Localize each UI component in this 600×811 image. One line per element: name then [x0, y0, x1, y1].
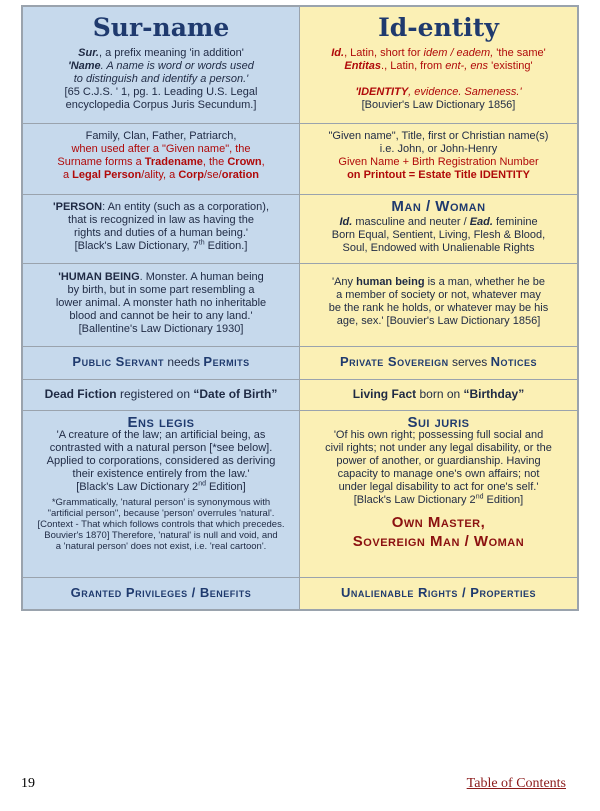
given-name-cell: "Given name", Title, first or Christian name(s) i.e. John, or John-Henry Given Name + Birth Registration Number on Printout = Estate Title IDENTITY — [300, 124, 577, 194]
row-person-man — [23, 194, 577, 263]
identity-cell: Id-entity Id., Latin, short for idem / eadem, 'the same' Entitas., Latin, from ent-, ens 'existing' 'IDENTITY, evidence. Sameness.' [Bouvier's Law Dictionary 1856] — [300, 7, 577, 123]
sui-juris-title: Sui juris — [407, 414, 470, 431]
row-servant-sovereign — [23, 346, 577, 379]
row-human-being — [23, 263, 577, 346]
man-woman-title: Man / Woman — [391, 198, 486, 215]
page-number: 19 — [21, 776, 35, 791]
surname-cell: Sur-name Sur., a prefix meaning 'in addition' 'Name. A name is word or words used to distinguish and identify a person.' [65 C.J.S. ' 1, pg. 1. Leading U.S. Legal encyclopedia Corpus Juris Secundum.] — [23, 7, 300, 123]
granted-privileges-cell: Granted Privileges / Benefits — [23, 578, 300, 609]
private-sovereign-cell: Private Sovereign serves Notices — [300, 347, 577, 379]
surname-tradename-cell: Family, Clan, Father, Patriarch, when used after a "Given name", the Surname forms a Tradename, the Crown, a Legal Person/ality, a Corp/se/oration — [23, 124, 300, 194]
row-surname-identity — [23, 7, 577, 123]
human-being-monster-cell: 'HUMAN BEING. Monster. A human being by birth, but in some part resembling a lower animal. A monster hath no inheritable blood and cannot be heir to any land.' [Ballentine's Law Dictionary 1930] — [23, 264, 300, 346]
ens-legis-title: Ens legis — [127, 414, 195, 431]
sui-juris-cell: Sui juris 'Of his own right; possessing full social and civil rights; not under any legal disability, or the power of another, or guardianship. Having capacity to manage one's own affairs; not under legal disability to act for one's self.' [Black's Law Dictionary 2nd Edition] Own Master, Sovereign Man / Woman — [300, 411, 577, 577]
row-privileges-rights — [23, 577, 577, 609]
living-fact-cell: Living Fact born on “Birthday” — [300, 380, 577, 410]
human-being-man-cell: 'Any human being is a man, whether he be a member of society or not, whatever may be the rank he holds, or whatever may be his age, sex.' [Bouvier's Law Dictionary 1856] — [300, 264, 577, 346]
person-cell: 'PERSON: An entity (such as a corporation), that is recognized in law as having the rights and duties of a human being.' [Black's Law Dictionary, 7th Edition.] — [23, 195, 300, 263]
row-fiction-fact — [23, 379, 577, 410]
row-ens-legis-sui-juris — [23, 410, 577, 577]
ens-legis-cell: Ens legis 'A creature of the law; an artificial being, as contrasted with a natural person [*see below]. Applied to corporations, considered as deriving their existence entirely from the law.' [Black's Law Dictionary 2nd Edition] *Grammatically, 'natural person' is synonymous with "artificial person", because 'person' overrules 'natural'. [Context - That which follows controls that which precedes. Bouvier's 1870] Therefore, 'natural' is null and void, and a 'natural person' does not exist, i.e. 'real cartoon'. — [23, 411, 300, 577]
public-servant-cell: Public Servant needs Permits — [23, 347, 300, 379]
table-of-contents-link[interactable]: Table of Contents — [466, 776, 566, 791]
dead-fiction-cell: Dead Fiction registered on “Date of Birth” — [23, 380, 300, 410]
identity-title: Id-entity — [378, 13, 499, 42]
unalienable-rights-cell: Unalienable Rights / Properties — [300, 578, 577, 609]
surname-title: Sur-name — [92, 13, 230, 42]
row-given-name — [23, 123, 577, 194]
comparison-table — [21, 5, 579, 611]
man-woman-cell: Man / Woman Id. masculine and neuter / Ead. feminine Born Equal, Sentient, Living, Flesh & Blood, Soul, Endowed with Unalienable Rights — [300, 195, 577, 263]
